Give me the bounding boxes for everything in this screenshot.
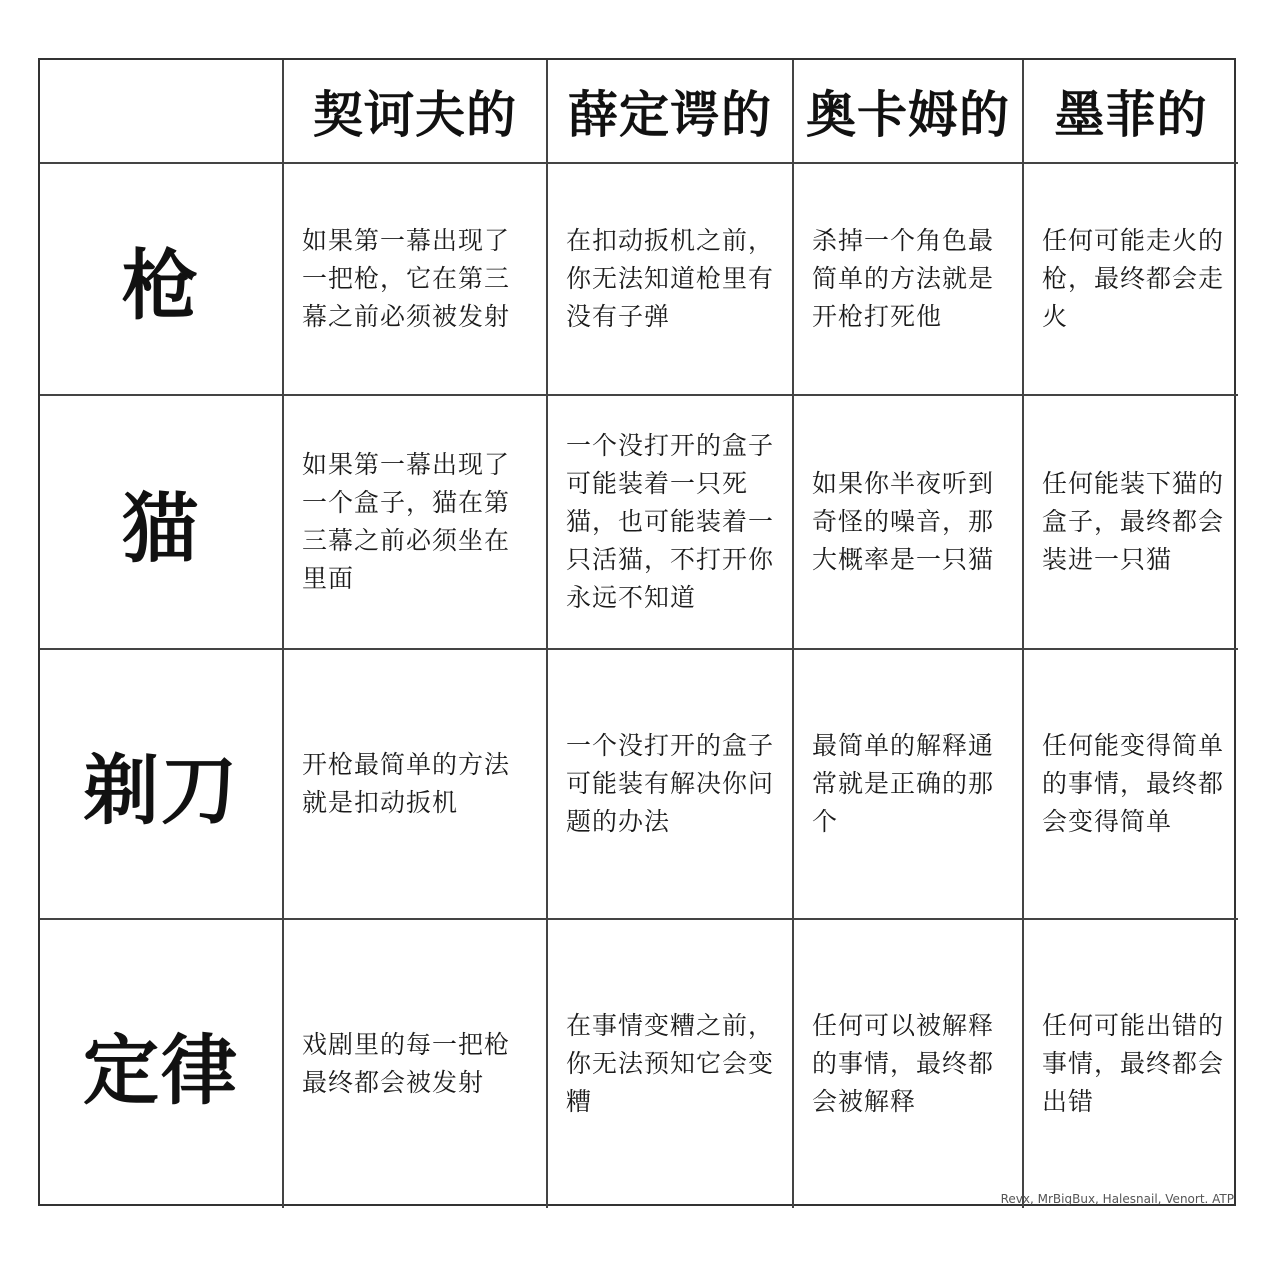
column-header-chekhov: 契诃夫的	[284, 60, 548, 164]
cell-gun-murphy	[1024, 164, 1238, 396]
cell-text: 杀掉一个角色最简单的方法就是开枪打死他	[812, 226, 995, 331]
cell-text: 一个没打开的盒子可能装有解决你问题的办法	[566, 731, 775, 836]
cell-law-schrodinger	[548, 920, 794, 1208]
cell-text: 开枪最简单的方法就是扣动扳机	[302, 750, 511, 817]
cell-razor-occam	[794, 650, 1024, 920]
cell-law-chekhov	[284, 920, 548, 1208]
cell-text: 任何能变得简单的事情，最终都会变得简单	[1042, 731, 1225, 836]
cell-text: 如果第一幕出现了一个盒子，猫在第三幕之前必须坐在里面	[302, 450, 511, 593]
cell-razor-chekhov	[284, 650, 548, 920]
row-header-razor: 剃刀	[40, 650, 284, 920]
cell-cat-occam	[794, 396, 1024, 650]
cell-text: 任何可以被解释的事情，最终都会被解释	[812, 1011, 995, 1116]
cell-cat-murphy	[1024, 396, 1238, 650]
cell-text: 戏剧里的每一把枪最终都会被发射	[302, 1030, 511, 1097]
row-header-cat: 猫	[40, 396, 284, 650]
column-header-occam: 奥卡姆的	[794, 60, 1024, 164]
cell-text: 一个没打开的盒子可能装着一只死猫，也可能装着一只活猫，不打开你永远不知道	[566, 431, 775, 612]
cell-text: 任何可能走火的枪，最终都会走火	[1042, 226, 1225, 331]
cell-text: 如果你半夜听到奇怪的噪音，那大概率是一只猫	[812, 469, 995, 574]
cell-text: 如果第一幕出现了一把枪，它在第三幕之前必须被发射	[302, 226, 511, 331]
credit-text: Revx, MrBigBux, Halesnail, Venort. ATP	[1000, 1192, 1234, 1206]
row-header-gun: 枪	[40, 164, 284, 396]
law-matrix-table	[38, 58, 1236, 1206]
cell-cat-chekhov	[284, 396, 548, 650]
cell-razor-murphy	[1024, 650, 1238, 920]
cell-text: 任何能装下猫的盒子，最终都会装进一只猫	[1042, 469, 1225, 574]
cell-law-occam	[794, 920, 1024, 1208]
cell-text: 在事情变糟之前，你无法预知它会变糟	[566, 1011, 775, 1116]
cell-text: 任何可能出错的事情，最终都会出错	[1042, 1011, 1225, 1116]
corner-cell	[40, 60, 284, 164]
cell-gun-chekhov	[284, 164, 548, 396]
cell-law-murphy	[1000, 920, 1238, 1208]
cell-razor-schrodinger	[548, 650, 794, 920]
cell-text: 在扣动扳机之前，你无法知道枪里有没有子弹	[566, 226, 775, 331]
cell-cat-schrodinger	[548, 396, 794, 650]
cell-text: 最简单的解释通常就是正确的那个	[812, 731, 995, 836]
cell-gun-occam	[794, 164, 1024, 396]
cell-gun-schrodinger	[548, 164, 794, 396]
row-header-law: 定律	[40, 920, 284, 1208]
column-header-murphy: 墨菲的	[1024, 60, 1238, 164]
column-header-schrodinger: 薛定谔的	[548, 60, 794, 164]
